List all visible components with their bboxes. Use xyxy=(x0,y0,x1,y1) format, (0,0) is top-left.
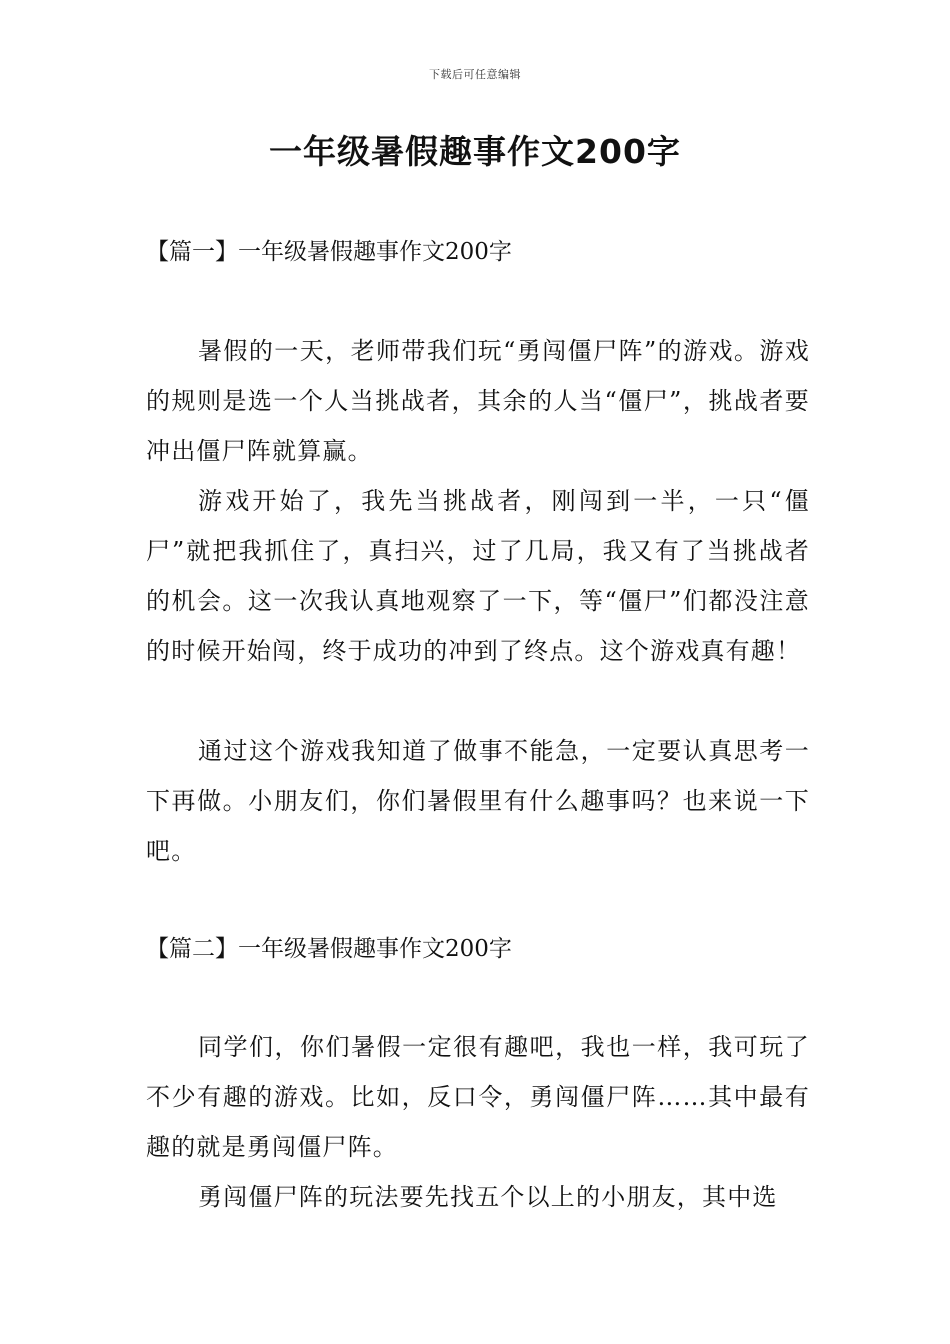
section-heading-2: 【篇二】一年级暑假趣事作文200字 xyxy=(146,936,512,962)
paragraph: 勇闯僵尸阵的玩法要先找五个以上的小朋友，其中选 xyxy=(198,1183,778,1211)
paragraph: 通过这个游戏我知道了做事不能急，一定要认真思考一下再做。小朋友们，你们暑假里有什么趣事吗？也来说一下吧。 xyxy=(146,737,810,865)
paragraph: 暑假的一天，老师带我们玩“勇闯僵尸阵”的游戏。游戏的规则是选一个人当挑战者，其余的人当“僵尸”，挑战者要冲出僵尸阵就算赢。 xyxy=(146,337,810,465)
header-note: 下载后可任意编辑 xyxy=(429,68,521,81)
section-heading-1: 【篇一】一年级暑假趣事作文200字 xyxy=(146,239,512,265)
document-title: 一年级暑假趣事作文200字 xyxy=(269,132,681,171)
paragraph: 同学们，你们暑假一定很有趣吧，我也一样，我可玩了不少有趣的游戏。比如，反口令，勇闯僵尸阵……其中最有趣的就是勇闯僵尸阵。 xyxy=(146,1033,810,1161)
paragraph: 游戏开始了，我先当挑战者，刚闯到一半，一只“僵尸”就把我抓住了，真扫兴，过了几局，我又有了当挑战者的机会。这一次我认真地观察了一下，等“僵尸”们都没注意的时候开始闯，终于成功的冲到了终点。这个游戏真有趣！ xyxy=(146,487,810,665)
